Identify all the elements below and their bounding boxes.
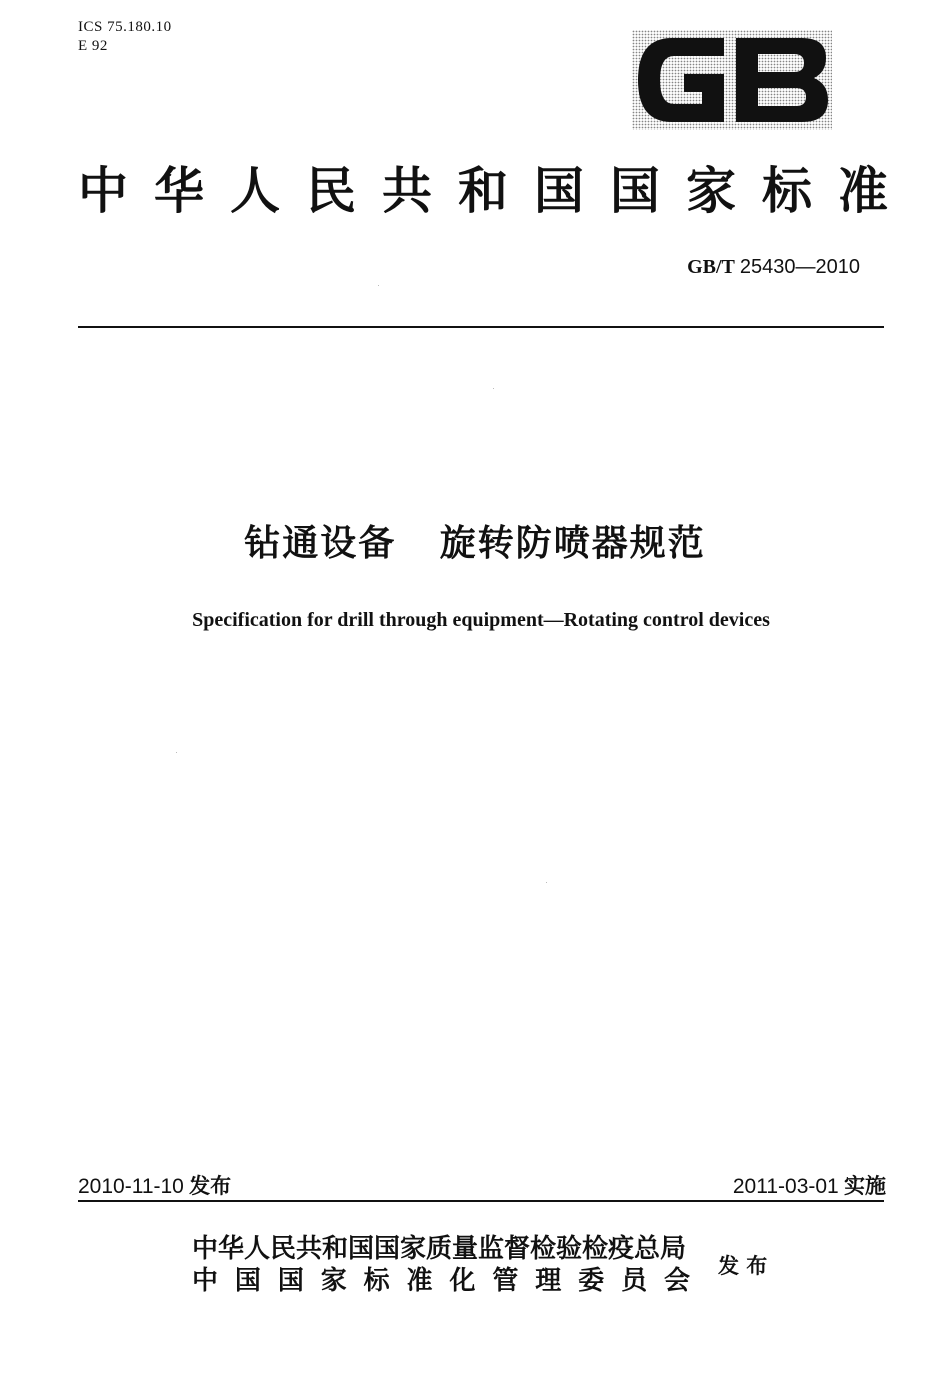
document-title-cn: 钻通设备 旋转防喷器规范 [244, 523, 706, 564]
issuer-char: 理 [535, 1266, 562, 1296]
standard-number [687, 256, 860, 279]
issuer-char: 家 [320, 1266, 347, 1296]
issuer-char: 化 [449, 1266, 476, 1296]
heading-char: 国 [610, 161, 660, 220]
issuing-authorities [192, 1233, 690, 1297]
issuer-line-2 [192, 1265, 690, 1297]
heading-char: 国 [534, 161, 584, 220]
ics-code: ICS 75.180.10 [78, 19, 172, 35]
category-code: E 92 [78, 38, 108, 54]
heading-char: 标 [762, 161, 812, 220]
heading-char: 准 [838, 161, 888, 220]
scan-speck [546, 882, 547, 883]
national-standard-heading [78, 160, 888, 222]
issuer-char: 管 [492, 1266, 519, 1296]
issuer-char: 委 [578, 1266, 605, 1296]
issue-date-value: 2010-11-10 [78, 1175, 184, 1198]
standard-prefix: GB/T [687, 256, 735, 278]
bottom-divider [78, 1200, 884, 1202]
heading-char: 民 [306, 161, 356, 220]
issuer-char: 准 [406, 1266, 433, 1296]
issue-date-label: 发布 [189, 1174, 232, 1198]
issuer-char: 中 [192, 1266, 219, 1296]
publish-label: 发 布 [718, 1253, 768, 1278]
issuer-char: 员 [621, 1266, 648, 1296]
issuer-char: 会 [663, 1266, 690, 1296]
heading-char: 家 [686, 161, 736, 220]
heading-char: 中 [78, 161, 128, 220]
issuer-line-1: 中华人民共和国国家质量监督检验检疫总局 [192, 1234, 687, 1264]
scan-speck [493, 388, 494, 389]
heading-char: 人 [230, 161, 280, 220]
implementation-date-value: 2011-03-01 [732, 1175, 839, 1198]
top-divider [78, 326, 884, 328]
implementation-date [733, 1170, 886, 1200]
scan-speck [378, 285, 379, 286]
issuer-char: 国 [234, 1266, 261, 1296]
implementation-date-label: 实施 [844, 1174, 886, 1198]
issue-date [78, 1170, 231, 1200]
heading-char: 华 [154, 161, 204, 220]
standard-digits: 25430—2010 [739, 256, 860, 278]
scan-speck [176, 752, 177, 753]
document-title-en: Specification for drill through equipment—Rotating control devices [192, 609, 770, 631]
issuer-char: 标 [363, 1266, 390, 1296]
heading-char: 和 [458, 161, 508, 220]
heading-char: 共 [382, 161, 432, 220]
issuer-char: 国 [277, 1266, 304, 1296]
gb-logo [632, 30, 832, 130]
classification-codes [78, 18, 172, 56]
